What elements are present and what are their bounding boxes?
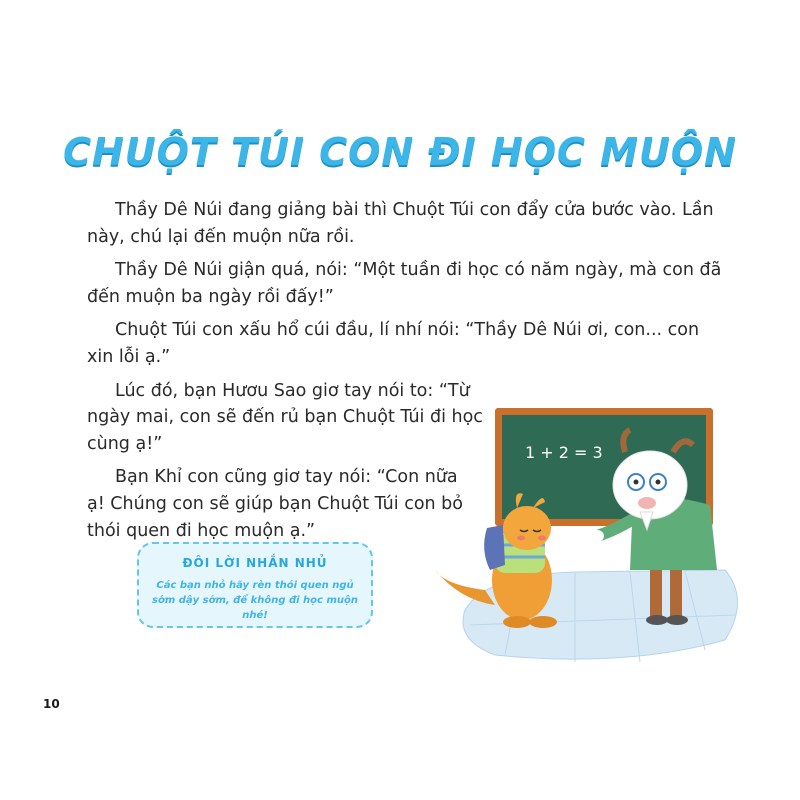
story-paragraph: Thầy Dê Núi đang giảng bài thì Chuột Túi con đẩy cửa bước vào. Lần này, chú lại đến muộn nữa rồi. [87, 200, 714, 247]
advice-text: Các bạn nhỏ hãy rèn thói quen ngủ sớm dậy sớm, để không đi học muộn nhé! [152, 580, 358, 621]
blackboard-equation: 1 + 2 = 3 [525, 443, 603, 462]
advice-box [137, 542, 373, 628]
story-title: CHUỘT TÚI CON ĐI HỌC MUỘN [63, 130, 737, 174]
classroom-illustration [425, 400, 750, 670]
story-paragraph: Chuột Túi con xấu hổ cúi đầu, lí nhí nói: “Thầy Dê Núi ơi, con... con xin lỗi ạ.” [87, 320, 700, 367]
story-paragraph: Lúc đó, bạn Hươu Sao giơ tay nói to: “Từ ngày mai, con sẽ đến rủ bạn Chuột Túi đi học cùng ạ!” [87, 380, 483, 454]
story-paragraph: Thầy Dê Núi giận quá, nói: “Một tuần đi học có năm ngày, mà con đã đến muộn ba ngày rồi đấy!” [87, 260, 722, 307]
advice-title: ĐÔI LỜI NHẮN NHỦ [182, 556, 328, 570]
page-number: 10 [43, 697, 60, 711]
story-paragraph: Bạn Khỉ con cũng giơ tay nói: “Con nữa ạ! Chúng con sẽ giúp bạn Chuột Túi con bỏ thói quen đi học muộn ạ.” [87, 467, 463, 541]
